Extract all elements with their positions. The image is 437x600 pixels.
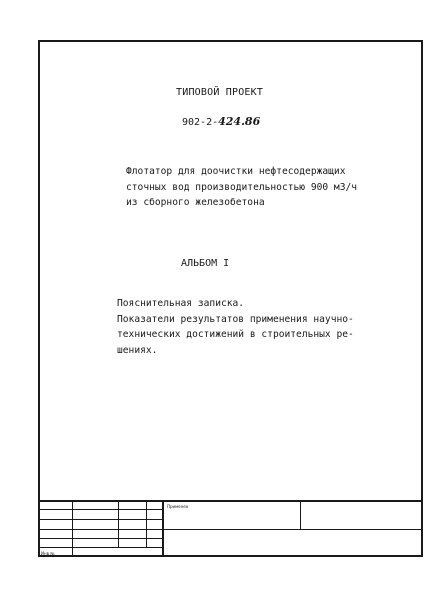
stamp-grid-line [38, 519, 162, 520]
album-label: АЛЬБОМ I [181, 258, 230, 269]
stamp-grid-line [72, 500, 73, 557]
description-line: Флотатор для доочистки нефтесодержащих [126, 166, 346, 177]
project-title: ТИПОВОЙ ПРОЕКТ [176, 87, 264, 98]
contents-line: технических достижений в строительных ре- [117, 329, 354, 340]
stamp-grid-line [38, 538, 162, 539]
stamp-grid-line [300, 500, 301, 529]
contents-line: Пояснительная записка. [117, 298, 245, 309]
stamp-top-line [38, 500, 423, 502]
description-line: сточных вод производительностью 900 м3/ч [126, 181, 358, 193]
description-line: из сборного железобетона [126, 197, 265, 208]
album-contents [117, 296, 354, 358]
stamp-grid-line [38, 547, 162, 548]
project-description [126, 164, 357, 211]
inventory-number-label: Инв № [41, 551, 55, 556]
project-code-prefix: 902-2- [182, 117, 219, 128]
project-code [182, 115, 260, 128]
stamp-grid-line [38, 509, 162, 510]
stamp-grid-line [146, 500, 147, 547]
title-block [38, 500, 423, 557]
stamp-grid-line [162, 529, 423, 530]
contents-line: Показатели результатов применения научно- [117, 313, 354, 325]
stamp-grid-line [38, 529, 162, 530]
contents-line: шениях. [117, 344, 158, 356]
primenen-label: Применен [167, 504, 189, 509]
stamp-grid-line [118, 500, 119, 547]
project-code-number: 424.86 [218, 115, 261, 128]
